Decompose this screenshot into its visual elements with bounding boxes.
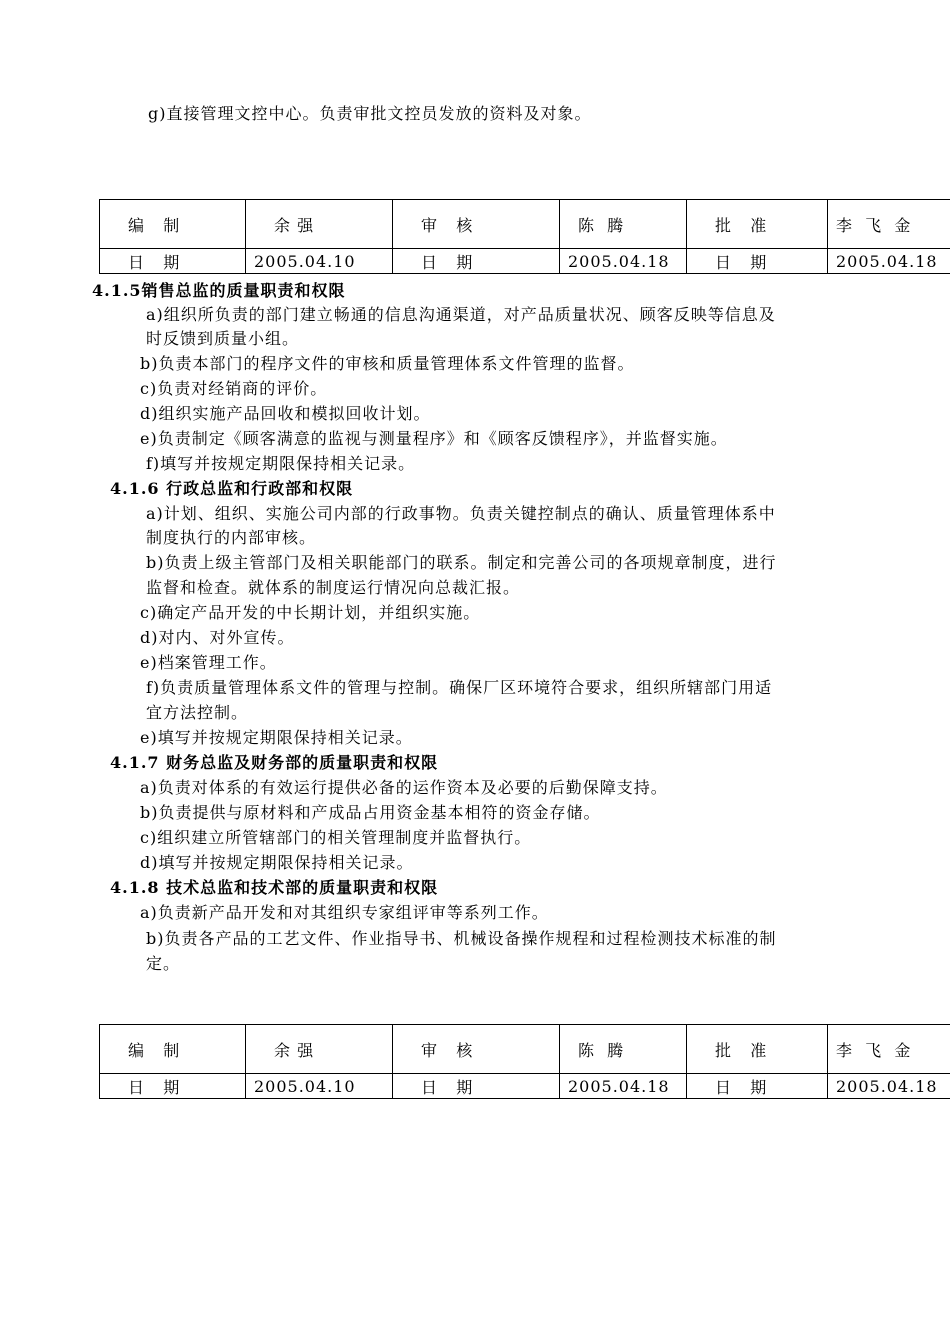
clause-4-1-8-b-cont: 定。 [146, 954, 181, 973]
label-date: 日 期 [393, 249, 560, 274]
approve-date: 2005.04.18 [828, 249, 950, 274]
approval-table-bottom [99, 1024, 950, 1099]
section-heading-4-1-7: 4.1.7 财务总监及财务部的质量职责和权限 [110, 753, 439, 772]
clause-4-1-8-b: b)负责各产品的工艺文件、作业指导书、机械设备操作规程和过程检测技术标准的制 [146, 929, 777, 948]
section-heading-4-1-6: 4.1.6 行政总监和行政部和权限 [110, 479, 354, 498]
compile-date: 2005.04.10 [246, 1074, 393, 1099]
label-compiled: 编 制 [100, 1025, 246, 1074]
approval-row-signers [100, 1025, 950, 1074]
clause-4-1-5-a: a)组织所负责的部门建立畅通的信息沟通渠道，对产品质量状况、顾客反映等信息及 [146, 305, 776, 324]
approval-table-top [99, 199, 950, 274]
label-reviewed: 审 核 [393, 1025, 560, 1074]
reviewer-name: 陈 腾 [560, 200, 687, 249]
clause-4-1-6-f-cont: 宜方法控制。 [146, 703, 249, 722]
label-approved: 批 准 [687, 200, 828, 249]
clause-4-1-6-e2: e)填写并按规定期限保持相关记录。 [140, 728, 413, 747]
clause-4-1-6-b: b)负责上级主管部门及相关职能部门的联系。制定和完善公司的各项规章制度，进行 [146, 553, 777, 572]
clause-4-1-6-f: f)负责质量管理体系文件的管理与控制。确保厂区环境符合要求，组织所辖部门用适 [146, 678, 773, 697]
clause-4-1-6-a-cont: 制度执行的内部审核。 [146, 528, 317, 547]
section-heading-4-1-8: 4.1.8 技术总监和技术部的质量职责和权限 [110, 878, 439, 897]
approval-row-dates [100, 249, 950, 274]
clause-4-1-7-c: c)组织建立所管辖部门的相关管理制度并监督执行。 [140, 828, 532, 847]
label-date: 日 期 [100, 249, 246, 274]
clause-4-1-5-e: e)负责制定《顾客满意的监视与测量程序》和《顾客反馈程序》，并监督实施。 [140, 429, 728, 448]
clause-4-1-6-c: c)确定产品开发的中长期计划，并组织实施。 [140, 603, 481, 622]
clause-4-1-8-a: a)负责新产品开发和对其组织专家组评审等系列工作。 [140, 903, 549, 922]
clause-4-1-7-a: a)负责对体系的有效运行提供必备的运作资本及必要的后勤保障支持。 [140, 778, 668, 797]
clause-4-1-6-e: e)档案管理工作。 [140, 653, 277, 672]
label-approved: 批 准 [687, 1025, 828, 1074]
approve-date: 2005.04.18 [828, 1074, 950, 1099]
label-date: 日 期 [687, 1074, 828, 1099]
clause-4-1-6-a: a)计划、组织、实施公司内部的行政事物。负责关键控制点的确认、质量管理体系中 [146, 504, 776, 523]
label-date: 日 期 [100, 1074, 246, 1099]
approval-row-signers [100, 200, 950, 249]
compiler-name: 余 强 [246, 1025, 393, 1074]
reviewer-name: 陈 腾 [560, 1025, 687, 1074]
label-compiled: 编 制 [100, 200, 246, 249]
clause-4-1-5-a-cont: 时反馈到质量小组。 [146, 329, 300, 348]
review-date: 2005.04.18 [560, 1074, 687, 1099]
section-heading-4-1-5: 4.1.5销售总监的质量职责和权限 [92, 281, 346, 300]
clause-4-1-5-b: b)负责本部门的程序文件的审核和质量管理体系文件管理的监督。 [140, 354, 635, 373]
clause-4-1-5-c: c)负责对经销商的评价。 [140, 379, 328, 398]
clause-4-1-6-b-cont: 监督和检查。就体系的制度运行情况向总裁汇报。 [146, 578, 521, 597]
approver-name: 李 飞 金 [828, 200, 950, 249]
label-date: 日 期 [393, 1074, 560, 1099]
label-date: 日 期 [687, 249, 828, 274]
compile-date: 2005.04.10 [246, 249, 393, 274]
approval-row-dates [100, 1074, 950, 1099]
review-date: 2005.04.18 [560, 249, 687, 274]
clause-g: g)直接管理文控中心。负责审批文控员发放的资料及对象。 [148, 104, 592, 123]
clause-4-1-6-d: d)对内、对外宣传。 [140, 628, 295, 647]
clause-4-1-5-d: d)组织实施产品回收和模拟回收计划。 [140, 404, 431, 423]
clause-4-1-5-f: f)填写并按规定期限保持相关记录。 [146, 454, 416, 473]
approver-name: 李 飞 金 [828, 1025, 950, 1074]
clause-4-1-7-b: b)负责提供与原材料和产成品占用资金基本相符的资金存储。 [140, 803, 601, 822]
clause-4-1-7-d: d)填写并按规定期限保持相关记录。 [140, 853, 414, 872]
compiler-name: 余 强 [246, 200, 393, 249]
label-reviewed: 审 核 [393, 200, 560, 249]
